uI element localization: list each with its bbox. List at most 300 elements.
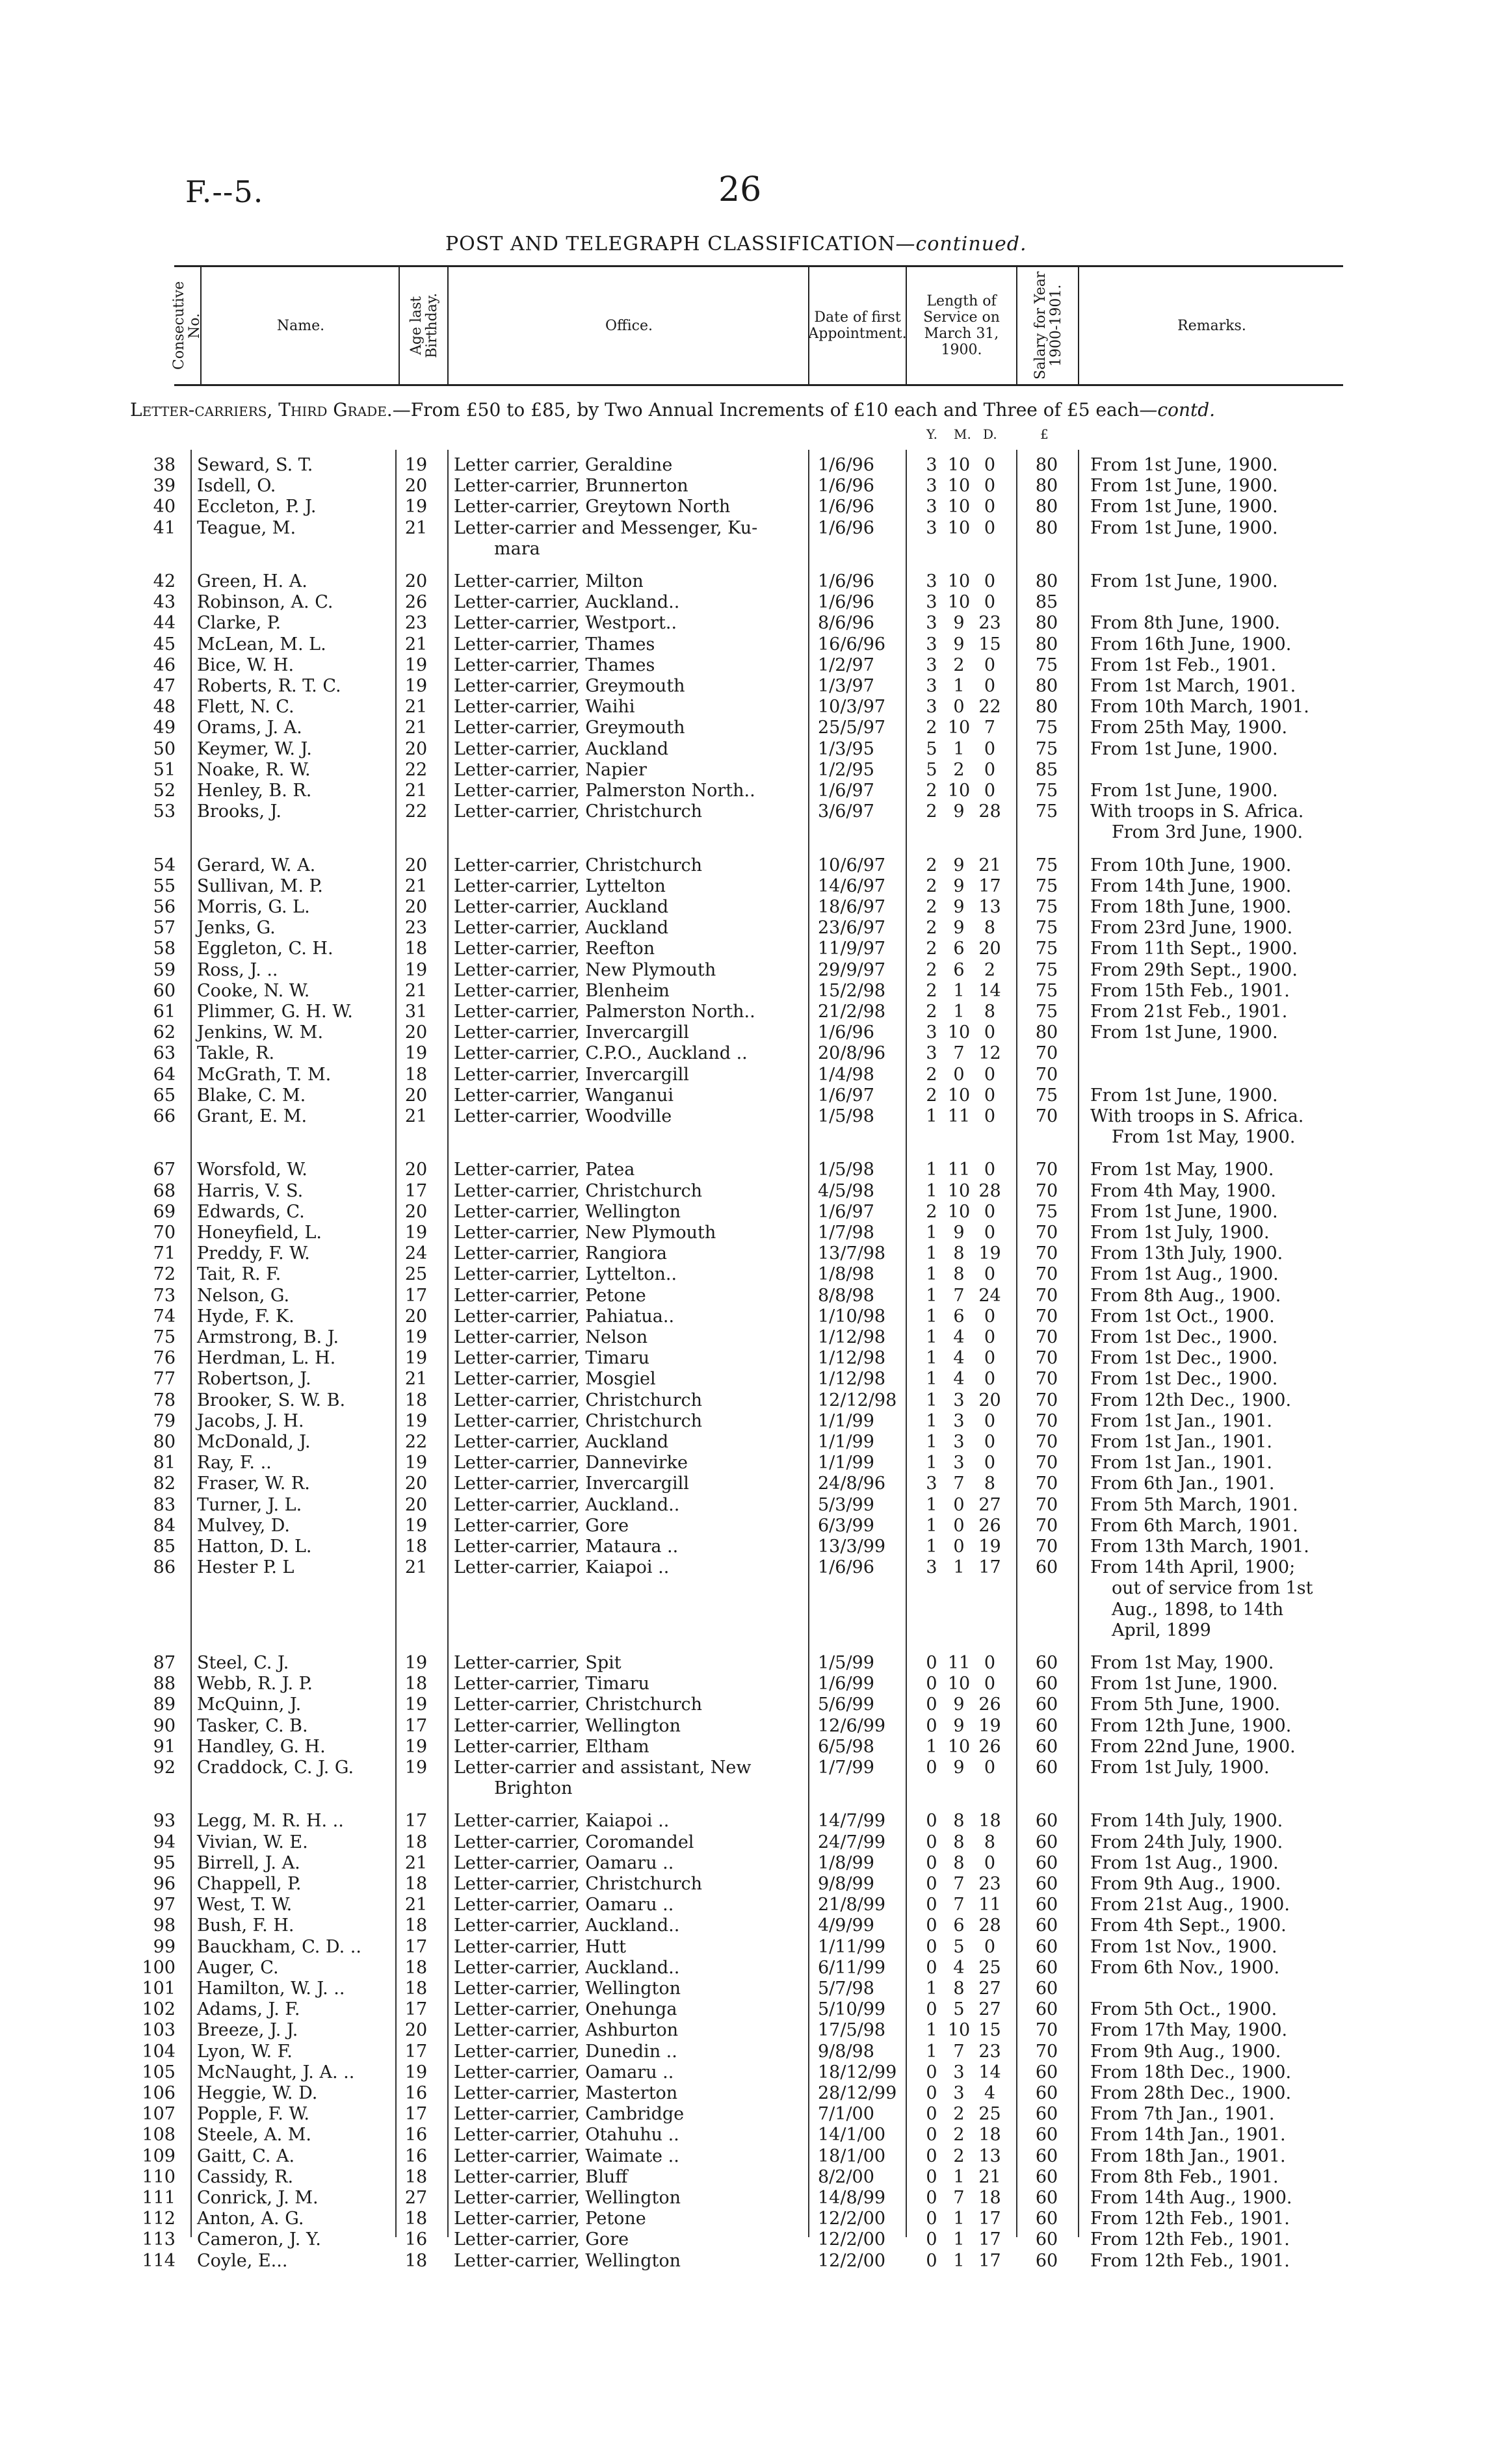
- row-office: Letter-carrier, Bluff: [454, 2166, 628, 2187]
- row-months: 6: [953, 959, 965, 980]
- row-name: Ray, F. ..: [197, 1453, 272, 1473]
- row-months: 7: [953, 1285, 965, 1306]
- row-months: 0: [953, 697, 965, 718]
- table-row: [0, 2188, 1505, 2209]
- row-date: 4/9/99: [818, 1915, 874, 1936]
- row-months: 9: [953, 1223, 965, 1243]
- row-months: 10: [947, 571, 971, 591]
- row-number: 56: [153, 897, 176, 917]
- row-age: 20: [404, 738, 428, 759]
- row-months: 8: [953, 1832, 965, 1852]
- row-office: Letter-carrier, Oamaru ..: [454, 1895, 674, 1915]
- row-age: 20: [404, 1085, 428, 1106]
- row-remarks: From 1st July, 1900.: [1090, 1223, 1270, 1243]
- row-months: 11: [947, 1160, 971, 1180]
- row-years: 0: [926, 2062, 937, 2082]
- row-number: 77: [153, 1369, 176, 1390]
- row-salary: 60: [1035, 1895, 1058, 1915]
- row-office: Letter-carrier, Nelson: [454, 1327, 648, 1347]
- table-row: [0, 1874, 1505, 1895]
- row-age: 19: [404, 1043, 428, 1064]
- row-salary: 70: [1035, 1285, 1058, 1306]
- table-row: [0, 697, 1505, 718]
- row-days: 0: [984, 1201, 996, 1222]
- row-name: Teague, M.: [197, 517, 296, 538]
- row-days: 0: [984, 1653, 996, 1673]
- row-remarks: From 1st June, 1900.: [1090, 517, 1278, 538]
- row-months: 8: [953, 1243, 965, 1264]
- table-row: [0, 1737, 1505, 1757]
- row-years: 2: [926, 918, 937, 939]
- row-remarks-continued: From 1st May, 1900.: [1112, 1127, 1296, 1148]
- row-salary: 70: [1035, 1160, 1058, 1180]
- row-remarks: From 9th Aug., 1900.: [1090, 1874, 1281, 1894]
- row-office: Letter-carrier, Gore: [454, 2229, 629, 2250]
- row-remarks: From 1st Jan., 1901.: [1090, 1410, 1272, 1431]
- row-date: 1/5/98: [818, 1106, 874, 1126]
- row-office: Letter-carrier, Milton: [454, 571, 644, 591]
- row-office: Letter-carrier, Auckland: [454, 1432, 669, 1452]
- row-office: Letter-carrier, Christchurch: [454, 801, 702, 822]
- row-name: Handley, G. H.: [197, 1736, 326, 1757]
- row-number: 111: [142, 2188, 176, 2208]
- row-months: 3: [953, 2083, 965, 2103]
- row-office: Letter-carrier, Christchurch: [454, 1180, 702, 1201]
- row-office: Letter-carrier, Palmerston North..: [454, 781, 755, 801]
- row-date: 18/12/99: [818, 2062, 897, 2082]
- row-days: 14: [978, 2062, 1001, 2082]
- row-date: 10/6/97: [818, 855, 886, 875]
- row-date: 1/6/96: [818, 571, 874, 591]
- row-age: 17: [404, 1715, 428, 1736]
- row-salary: 70: [1035, 1410, 1058, 1431]
- row-age: 31: [404, 1002, 428, 1022]
- row-age: 17: [404, 1285, 428, 1306]
- row-office: Letter-carrier, Thames: [454, 655, 655, 675]
- row-office: Letter-carrier, Kaiapoi ..: [454, 1811, 670, 1832]
- row-number: 49: [153, 718, 176, 738]
- table-row: [0, 2083, 1505, 2104]
- row-age: 19: [404, 1653, 428, 1673]
- row-office: Letter-carrier, C.P.O., Auckland ..: [454, 1043, 748, 1064]
- row-years: 0: [926, 1895, 937, 1915]
- row-number: 98: [153, 1915, 176, 1936]
- row-salary: 60: [1035, 1557, 1058, 1578]
- table-row: [0, 1202, 1505, 1223]
- row-name: Cameron, J. Y.: [197, 2229, 321, 2250]
- row-age: 27: [404, 2188, 428, 2208]
- row-salary: 60: [1035, 1852, 1058, 1873]
- row-years: 1: [926, 1978, 937, 1999]
- row-months: 8: [953, 1264, 965, 1285]
- table-row: [0, 1286, 1505, 1306]
- row-years: 3: [926, 1557, 937, 1578]
- header-length: Length of Service on March 31, 1900.: [906, 267, 1016, 384]
- row-months: 1: [953, 1557, 965, 1578]
- row-name: Nelson, G.: [197, 1285, 290, 1306]
- row-months: 5: [953, 1936, 965, 1957]
- table-row: [0, 918, 1505, 939]
- row-name: Birrell, J. A.: [197, 1852, 300, 1873]
- row-years: 0: [926, 2125, 937, 2146]
- row-number: 38: [153, 455, 176, 475]
- row-office: Letter-carrier, Brunnerton: [454, 476, 688, 497]
- row-salary: 60: [1035, 1674, 1058, 1694]
- row-age: 21: [404, 1557, 428, 1578]
- row-age: 19: [404, 1736, 428, 1757]
- row-name: McQuinn, J.: [197, 1694, 302, 1715]
- row-name: Hamilton, W. J. ..: [197, 1978, 345, 1999]
- row-number: 87: [153, 1653, 176, 1673]
- row-months: 1: [953, 2229, 965, 2250]
- row-name: Ross, J. ..: [197, 959, 278, 980]
- row-months: 2: [953, 2146, 965, 2166]
- row-office: Letter-carrier, Christchurch: [454, 1874, 702, 1894]
- row-number: 91: [153, 1736, 176, 1757]
- row-age: 19: [404, 455, 428, 475]
- row-days: 0: [984, 455, 996, 475]
- row-months: 2: [953, 2104, 965, 2125]
- row-salary: 70: [1035, 1494, 1058, 1515]
- row-remarks: From 12th Feb., 1901.: [1090, 2229, 1290, 2250]
- row-years: 3: [926, 1022, 937, 1043]
- row-salary: 60: [1035, 1811, 1058, 1832]
- row-salary: 70: [1035, 1223, 1058, 1243]
- row-number: 104: [142, 2041, 176, 2062]
- table-row: [0, 718, 1505, 738]
- grade-label: Letter-carriers, Third Grade.: [130, 399, 393, 421]
- row-months: 1: [953, 2250, 965, 2271]
- row-name: Conrick, J. M.: [197, 2188, 319, 2208]
- row-date: 9/8/98: [818, 2041, 874, 2062]
- row-years: 3: [926, 1473, 937, 1494]
- row-date: 1/6/96: [818, 455, 874, 475]
- table-row: [0, 497, 1505, 517]
- row-age: 18: [404, 1390, 428, 1410]
- table-row: [0, 1895, 1505, 1915]
- row-age: 25: [404, 1264, 428, 1285]
- row-salary: 60: [1035, 2104, 1058, 2125]
- row-remarks: From 1st June, 1900.: [1090, 1201, 1278, 1222]
- row-days: 0: [984, 1348, 996, 1369]
- row-date: 29/9/97: [818, 959, 886, 980]
- row-age: 19: [404, 1453, 428, 1473]
- row-days: 0: [984, 497, 996, 517]
- row-salary: 60: [1035, 1653, 1058, 1673]
- row-remarks: From 14th Aug., 1900.: [1090, 2188, 1292, 2208]
- row-number: 46: [153, 655, 176, 675]
- title-main: POST AND TELEGRAPH CLASSIFICATION: [445, 233, 896, 255]
- header-name: Name.: [200, 267, 400, 384]
- row-date: 4/5/98: [818, 1180, 874, 1201]
- row-office: Letter-carrier, Wanganui: [454, 1085, 674, 1106]
- table-row: [0, 2020, 1505, 2041]
- row-age: 21: [404, 1369, 428, 1390]
- row-age: 20: [404, 1473, 428, 1494]
- row-number: 89: [153, 1694, 176, 1715]
- table-row: [0, 1832, 1505, 1853]
- row-days: 0: [984, 1085, 996, 1106]
- table-row: [0, 1327, 1505, 1348]
- row-office: Letter-carrier, Dunedin ..: [454, 2041, 677, 2062]
- table-row: [0, 1978, 1505, 1999]
- row-remarks: With troops in S. Africa.: [1090, 1106, 1304, 1126]
- row-years: 1: [926, 1327, 937, 1347]
- row-office: Letter-carrier, Waihi: [454, 697, 635, 718]
- row-age: 19: [404, 1223, 428, 1243]
- row-office: Letter-carrier, Mosgiel: [454, 1369, 656, 1390]
- row-age: 19: [404, 497, 428, 517]
- row-days: 23: [978, 2041, 1001, 2062]
- row-name: Lyon, W. F.: [197, 2041, 293, 2062]
- row-remarks: From 1st Dec., 1900.: [1090, 1327, 1278, 1347]
- row-years: 3: [926, 517, 937, 538]
- table-row: [0, 1473, 1505, 1494]
- row-age: 20: [404, 897, 428, 917]
- page-number: 26: [718, 170, 762, 209]
- row-salary: 70: [1035, 1264, 1058, 1285]
- row-office: Letter-carrier, Lyttelton: [454, 875, 666, 896]
- row-date: 14/1/00: [818, 2125, 886, 2146]
- row-salary: 85: [1035, 759, 1058, 780]
- row-months: 10: [947, 2020, 971, 2041]
- row-months: 7: [953, 2188, 965, 2208]
- table-row: [0, 2251, 1505, 2272]
- row-remarks: From 1st Dec., 1900.: [1090, 1369, 1278, 1390]
- row-years: 2: [926, 1002, 937, 1022]
- row-months: 9: [953, 634, 965, 655]
- row-number: 55: [153, 875, 176, 896]
- row-number: 72: [153, 1264, 176, 1285]
- row-years: 2: [926, 801, 937, 822]
- row-months: 1: [953, 1002, 965, 1022]
- row-name: Takle, R.: [197, 1043, 275, 1064]
- table-row: [0, 1757, 1505, 1778]
- row-number: 97: [153, 1895, 176, 1915]
- row-months: 10: [947, 1736, 971, 1757]
- row-years: 0: [926, 1832, 937, 1852]
- table-row: [0, 518, 1505, 539]
- row-months: 11: [947, 1106, 971, 1126]
- row-months: 10: [947, 781, 971, 801]
- row-years: 1: [926, 1106, 937, 1126]
- row-salary: 60: [1035, 1999, 1058, 2020]
- row-name: Sullivan, M. P.: [197, 875, 323, 896]
- row-days: 0: [984, 738, 996, 759]
- row-remarks: From 1st May, 1900.: [1090, 1653, 1274, 1673]
- row-name: Keymer, W. J.: [197, 738, 312, 759]
- row-date: 24/7/99: [818, 1832, 886, 1852]
- row-remarks: From 6th March, 1901.: [1090, 1515, 1298, 1536]
- header-consecutive: Consecutive No.: [171, 281, 203, 370]
- row-name: Coyle, E...: [197, 2250, 288, 2271]
- row-years: 3: [926, 613, 937, 634]
- row-years: 1: [926, 1243, 937, 1264]
- row-days: 0: [984, 1022, 996, 1043]
- row-office: Letter-carrier, Greymouth: [454, 676, 685, 696]
- row-date: 8/6/96: [818, 613, 874, 634]
- row-age: 16: [404, 2229, 428, 2250]
- row-age: 18: [404, 1874, 428, 1894]
- row-age: 20: [404, 1494, 428, 1515]
- row-number: 70: [153, 1223, 176, 1243]
- row-age: 18: [404, 1537, 428, 1557]
- row-salary: 60: [1035, 2250, 1058, 2271]
- row-office: Letter-carrier, Dannevirke: [454, 1453, 688, 1473]
- row-date: 5/7/98: [818, 1978, 874, 1999]
- row-remarks: From 1st July, 1900.: [1090, 1757, 1270, 1778]
- row-days: 21: [978, 2166, 1001, 2187]
- row-age: 19: [404, 655, 428, 675]
- row-months: 1: [953, 980, 965, 1001]
- row-remarks: From 24th July, 1900.: [1090, 1832, 1283, 1852]
- row-name: Green, H. A.: [197, 571, 308, 591]
- row-age: 22: [404, 759, 428, 780]
- table-row: [0, 1958, 1505, 1978]
- row-age: 18: [404, 2250, 428, 2271]
- row-months: 4: [953, 1957, 965, 1978]
- table-row: [0, 1369, 1505, 1390]
- row-name: Turner, J. L.: [197, 1494, 302, 1515]
- row-remarks: From 4th May, 1900.: [1090, 1180, 1276, 1201]
- row-months: 10: [947, 517, 971, 538]
- row-date: 12/6/99: [818, 1715, 886, 1736]
- row-years: 0: [926, 2209, 937, 2229]
- row-salary: 70: [1035, 1180, 1058, 1201]
- row-years: 2: [926, 980, 937, 1001]
- row-years: 3: [926, 592, 937, 613]
- row-number: 66: [153, 1106, 176, 1126]
- row-remarks: From 1st June, 1900.: [1090, 571, 1278, 591]
- row-date: 17/5/98: [818, 2020, 886, 2041]
- table-row: [0, 1557, 1505, 1578]
- row-date: 13/7/98: [818, 1243, 886, 1264]
- header-remarks: Remarks.: [1078, 267, 1344, 384]
- row-number: 75: [153, 1327, 176, 1347]
- row-days: 12: [978, 1043, 1001, 1064]
- row-name: Hyde, F. K.: [197, 1306, 294, 1327]
- row-office: Letter-carrier, Blenheim: [454, 980, 670, 1001]
- row-number: 50: [153, 738, 176, 759]
- row-salary: 70: [1035, 1473, 1058, 1494]
- row-remarks: From 1st June, 1900.: [1090, 455, 1278, 475]
- unit-years: Y.: [926, 426, 937, 442]
- row-name: Heggie, W. D.: [197, 2083, 318, 2103]
- row-months: 8: [953, 1811, 965, 1832]
- row-years: 1: [926, 1223, 937, 1243]
- row-number: 107: [142, 2104, 176, 2125]
- row-date: 14/6/97: [818, 875, 886, 896]
- row-number: 74: [153, 1306, 176, 1327]
- row-age: 17: [404, 1999, 428, 2020]
- row-date: 1/6/99: [818, 1674, 874, 1694]
- row-name: Clarke, P.: [197, 613, 281, 634]
- row-age: 19: [404, 1327, 428, 1347]
- row-days: 26: [978, 1515, 1001, 1536]
- row-number: 80: [153, 1432, 176, 1452]
- row-years: 1: [926, 1369, 937, 1390]
- row-number: 94: [153, 1832, 176, 1852]
- row-office: Letter-carrier, Westport..: [454, 613, 677, 634]
- row-remarks: From 1st June, 1900.: [1090, 738, 1278, 759]
- row-office: Letter-carrier, Timaru: [454, 1674, 650, 1694]
- row-days: 25: [978, 2104, 1001, 2125]
- row-office: Letter-carrier, Wellington: [454, 2188, 681, 2208]
- row-number: 69: [153, 1201, 176, 1222]
- row-number: 114: [142, 2250, 176, 2271]
- row-remarks: From 10th March, 1901.: [1090, 697, 1309, 718]
- row-name: Tait, R. F.: [197, 1264, 281, 1285]
- row-days: 27: [978, 1494, 1001, 1515]
- row-remarks: From 17th May, 1900.: [1090, 2020, 1288, 2041]
- row-number: 61: [153, 1002, 176, 1022]
- row-age: 23: [404, 613, 428, 634]
- table-row: [0, 455, 1505, 476]
- row-name: Gerard, W. A.: [197, 855, 316, 875]
- row-days: 0: [984, 592, 996, 613]
- header-date: Date of first Appointment.: [808, 267, 906, 384]
- row-office: Letter-carrier, Greymouth: [454, 718, 685, 738]
- row-age: 19: [404, 2062, 428, 2082]
- row-number: 113: [142, 2229, 176, 2250]
- row-years: 2: [926, 855, 937, 875]
- row-days: 18: [978, 2125, 1001, 2146]
- row-date: 13/3/99: [818, 1537, 886, 1557]
- row-months: 6: [953, 1915, 965, 1936]
- row-salary: 70: [1035, 1043, 1058, 1064]
- row-months: 1: [953, 2209, 965, 2229]
- row-age: 18: [404, 1064, 428, 1085]
- table-row: [0, 1022, 1505, 1043]
- row-age: 23: [404, 918, 428, 939]
- row-date: 14/8/99: [818, 2188, 886, 2208]
- row-remarks: From 21st Feb., 1901.: [1090, 1002, 1288, 1022]
- row-office: Letter-carrier, Cambridge: [454, 2104, 685, 2125]
- row-date: 20/8/96: [818, 1043, 886, 1064]
- row-salary: 75: [1035, 738, 1058, 759]
- row-days: 0: [984, 655, 996, 675]
- row-date: 1/3/95: [818, 738, 874, 759]
- table-row: [0, 1915, 1505, 1936]
- row-years: 1: [926, 2020, 937, 2041]
- row-salary: 70: [1035, 1537, 1058, 1557]
- table-row: [0, 739, 1505, 760]
- table-row: [0, 1495, 1505, 1516]
- row-days: 26: [978, 1736, 1001, 1757]
- row-office: Letter-carrier, Thames: [454, 634, 655, 655]
- table-row: [0, 2146, 1505, 2167]
- row-years: 3: [926, 1043, 937, 1064]
- row-date: 21/8/99: [818, 1895, 886, 1915]
- row-number: 78: [153, 1390, 176, 1410]
- row-years: 0: [926, 1915, 937, 1936]
- row-remarks: From 8th Feb., 1901.: [1090, 2166, 1279, 2187]
- row-years: 0: [926, 1715, 937, 1736]
- row-name: Hatton, D. L.: [197, 1537, 312, 1557]
- row-remarks: From 12th Dec., 1900.: [1090, 1390, 1292, 1410]
- row-name: Orams, J. A.: [197, 718, 302, 738]
- row-date: 1/6/96: [818, 517, 874, 538]
- row-age: 20: [404, 571, 428, 591]
- row-remarks: From 14th June, 1900.: [1090, 875, 1292, 896]
- row-office: Letter-carrier, Auckland: [454, 738, 669, 759]
- report-reference: F.--5.: [185, 174, 264, 209]
- row-salary: 75: [1035, 781, 1058, 801]
- table-row: [0, 1160, 1505, 1180]
- row-years: 5: [926, 738, 937, 759]
- row-years: 3: [926, 455, 937, 475]
- row-years: 0: [926, 2083, 937, 2103]
